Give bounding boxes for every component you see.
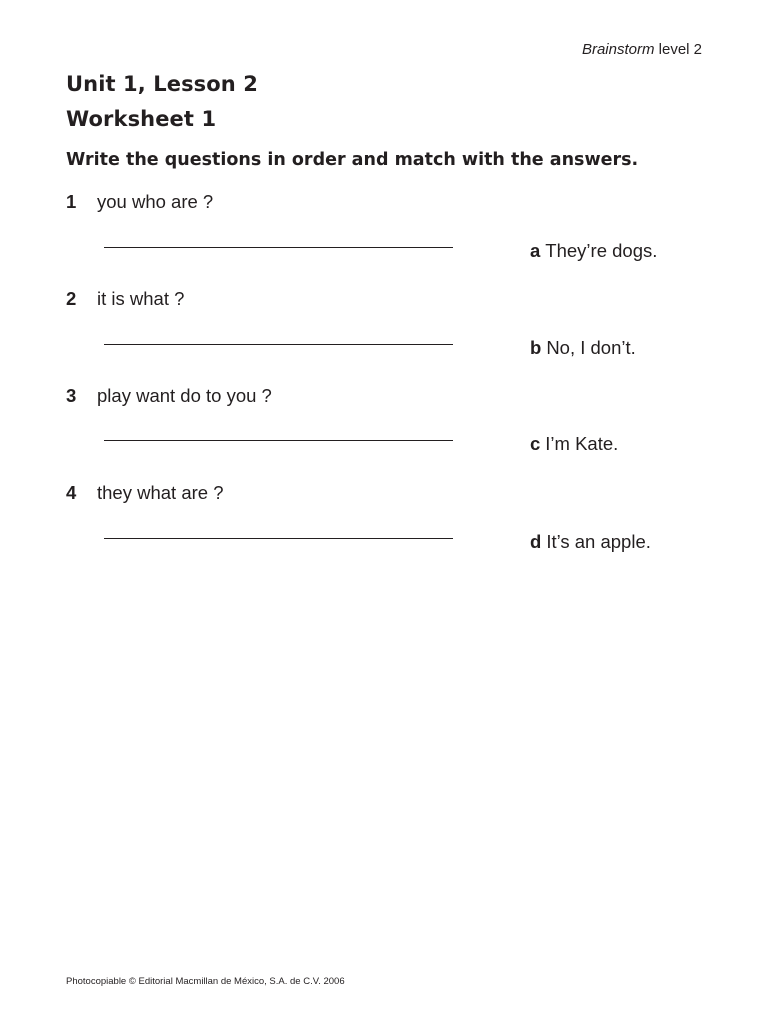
question-words: they what are ? (97, 482, 224, 503)
answer-blank-line[interactable] (104, 440, 453, 441)
answer-blank-line[interactable] (104, 247, 453, 248)
instructions: Write the questions in order and match with the answers. (66, 150, 639, 170)
question-row (66, 191, 213, 213)
answer-option (530, 240, 657, 262)
question-words: you who are ? (97, 191, 214, 212)
answer-text: I’m Kate. (545, 433, 619, 454)
book-series-name: Brainstorm (581, 41, 655, 58)
answer-letter: d (530, 531, 542, 552)
answer-option (530, 433, 618, 455)
answer-option (530, 531, 651, 553)
question-row (66, 482, 224, 504)
question-words: play want do to you ? (97, 385, 272, 406)
book-level-header (582, 41, 702, 58)
answer-option (530, 337, 636, 359)
question-number: 1 (66, 191, 77, 212)
answer-blank-line[interactable] (104, 344, 453, 345)
question-words: it is what ? (97, 288, 185, 309)
copyright-footer: Photocopiable © Editorial Macmillan de México, S.A. de C.V. 2006 (66, 976, 345, 987)
answer-letter: b (530, 337, 542, 358)
answer-letter: a (530, 240, 541, 261)
book-level: level 2 (658, 41, 702, 58)
answer-text: They’re dogs. (545, 240, 658, 261)
answer-letter: c (530, 433, 541, 454)
question-row (66, 288, 184, 310)
question-number: 2 (66, 288, 77, 309)
question-row (66, 385, 272, 407)
worksheet-title: Worksheet 1 (66, 107, 217, 131)
question-number: 4 (66, 482, 77, 503)
answer-blank-line[interactable] (104, 538, 453, 539)
unit-lesson-title: Unit 1, Lesson 2 (66, 72, 258, 96)
answer-text: It’s an apple. (546, 531, 651, 552)
question-number: 3 (66, 385, 77, 406)
answer-text: No, I don’t. (546, 337, 636, 358)
